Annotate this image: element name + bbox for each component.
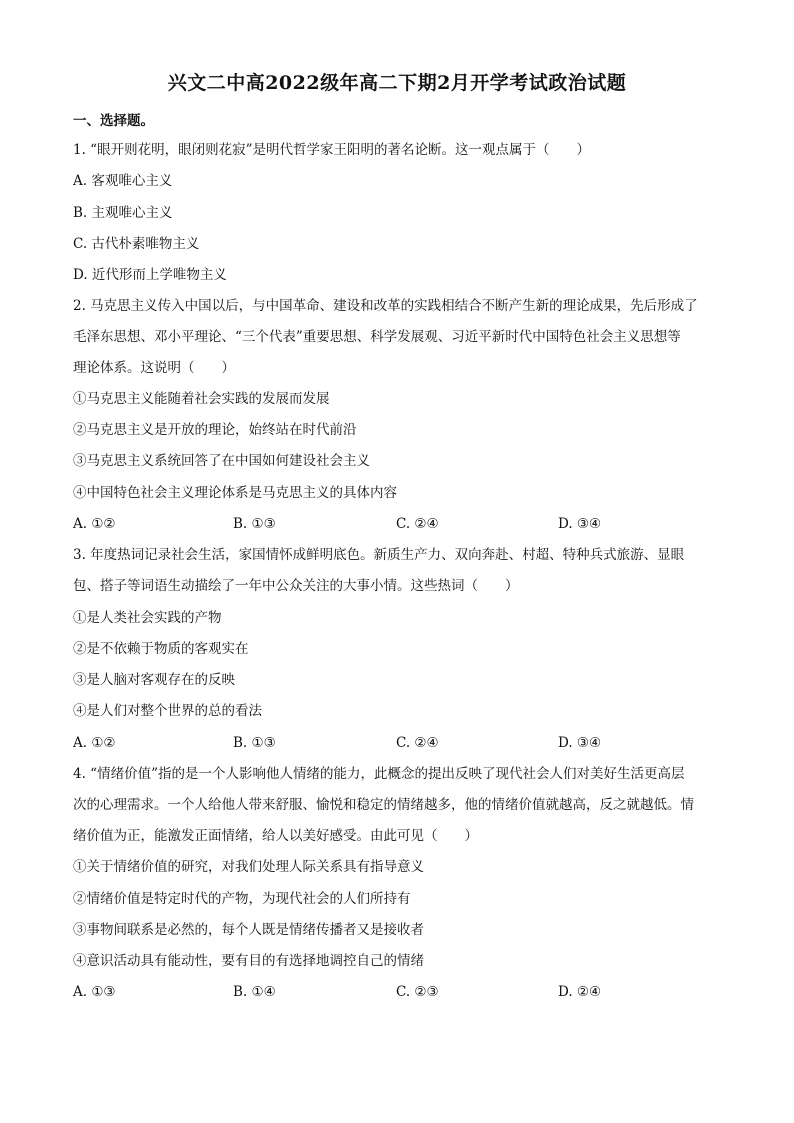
q1-option-c: C. 古代朴素唯物主义 <box>73 236 200 252</box>
q3-option-d: D. ③④ <box>558 735 602 751</box>
q4-statement-4: ④意识活动具有能动性，要有目的有选择地调控自己的情绪 <box>73 953 424 969</box>
q4-statement-3: ③事物间联系是必然的，每个人既是情绪传播者又是接收者 <box>73 922 424 938</box>
q1-option-a: A. 客观唯心主义 <box>73 173 173 189</box>
q2-statement-4: ④中国特色社会主义理论体系是马克思主义的具体内容 <box>73 485 397 501</box>
q3-stem-line-2: 包、搭子等词语生动描绘了一年中公众关注的大事小情。这些热词（ ） <box>73 578 519 594</box>
q1-stem: 1. “眼开则花明，眼闭则花寂”是明代哲学家王阳明的著名论断。这一观点属于（ ） <box>73 142 590 158</box>
section-heading: 一、选择题。 <box>73 113 154 129</box>
q2-option-c: C. ②④ <box>396 516 439 532</box>
q4-statement-2: ②情绪价值是特定时代的产物，为现代社会的人们所持有 <box>73 891 411 907</box>
q3-statement-1: ①是人类社会实践的产物 <box>73 610 222 626</box>
q2-statement-3: ③马克思主义系统回答了在中国如何建设社会主义 <box>73 453 370 469</box>
q3-stem-line-1: 3. 年度热词记录社会生活，家国情怀成鲜明底色。新质生产力、双向奔赴、村超、特种兵式旅游、显眼 <box>73 547 685 563</box>
q4-option-a: A. ①③ <box>73 984 116 1000</box>
q4-stem-line-1: 4. “情绪价值”指的是一个人影响他人情绪的能力，此概念的提出反映了现代社会人们对美好生活更高层 <box>73 766 685 782</box>
q2-option-a: A. ①② <box>73 516 116 532</box>
q2-stem-line-2: 毛泽东思想、邓小平理论、“三个代表”重要思想、科学发展观、习近平新时代中国特色社会主义思想等 <box>73 329 681 345</box>
q4-statement-1: ①关于情绪价值的研究，对我们处理人际关系具有指导意义 <box>73 859 424 875</box>
q3-option-c: C. ②④ <box>396 735 439 751</box>
q2-stem-line-1: 2. 马克思主义传入中国以后，与中国革命、建设和改革的实践相结合不断产生新的理论成果，先后形成了 <box>73 298 698 314</box>
q4-option-d: D. ②④ <box>558 984 602 1000</box>
q4-stem-line-2: 次的心理需求。一个人给他人带来舒服、愉悦和稳定的情绪越多，他的情绪价值就越高，反之就越低。情 <box>73 797 694 813</box>
q3-option-a: A. ①② <box>73 735 116 751</box>
q3-statement-2: ②是不依赖于物质的客观实在 <box>73 641 249 657</box>
q2-stem-line-3: 理论体系。这说明（ ） <box>73 360 235 376</box>
q2-option-d: D. ③④ <box>558 516 602 532</box>
page-title: 兴文二中高2022级年高二下期2月开学考试政治试题 <box>167 72 627 94</box>
q2-statement-2: ②马克思主义是开放的理论，始终站在时代前沿 <box>73 422 357 438</box>
q2-statement-1: ①马克思主义能随着社会实践的发展而发展 <box>73 391 330 407</box>
q3-statement-4: ④是人们对整个世界的总的看法 <box>73 703 262 719</box>
q3-option-b: B. ①③ <box>233 735 276 751</box>
q2-option-b: B. ①③ <box>233 516 276 532</box>
q3-statement-3: ③是人脑对客观存在的反映 <box>73 672 235 688</box>
q4-option-b: B. ①④ <box>233 984 276 1000</box>
q1-option-d: D. 近代形而上学唯物主义 <box>73 267 227 283</box>
q4-stem-line-3: 绪价值为正，能激发正面情绪，给人以美好感受。由此可见（ ） <box>73 828 478 844</box>
q1-option-b: B. 主观唯心主义 <box>73 205 173 221</box>
q4-option-c: C. ②③ <box>396 984 439 1000</box>
